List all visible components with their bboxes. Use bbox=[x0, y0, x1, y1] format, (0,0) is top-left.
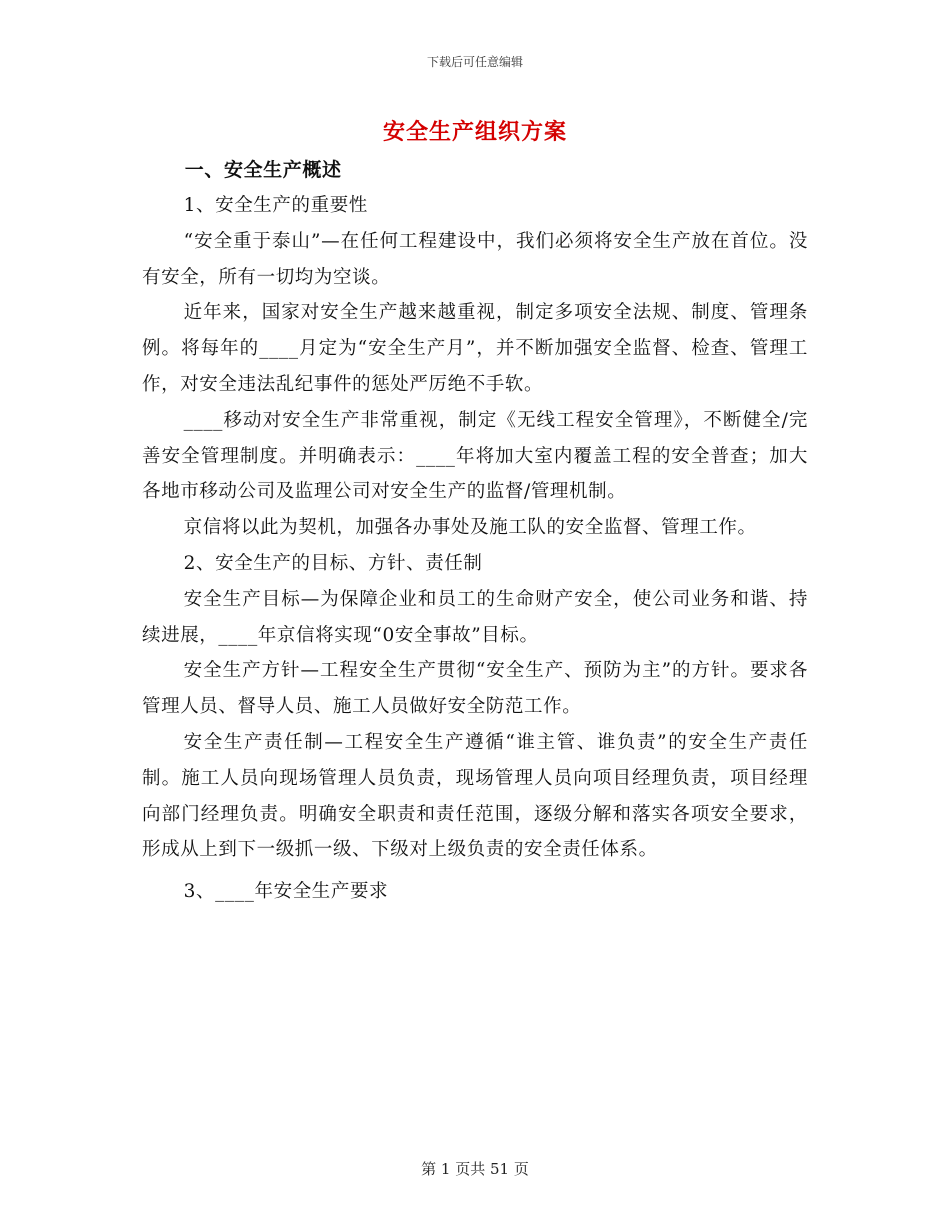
subsection-heading: 1、安全生产的重要性 bbox=[183, 195, 368, 216]
paragraph: 近年来，国家对安全生产越来越重视，制定多项安全法规、制度、管理条例。将每年的____月定为“安全生产月”，并不断加强安全监督、检查、管理工作，对安全违法乱纪事件的惩处严厉绝不手软。 bbox=[142, 302, 808, 395]
page-footer: 第 1 页共 51 页 bbox=[421, 1160, 529, 1178]
paragraph: 京信将以此为契机，加强各办事处及施工队的安全监督、管理工作。 bbox=[183, 517, 757, 539]
paragraph: ____移动对安全生产非常重视，制定《无线工程安全管理》，不断健全/完善安全管理制度。并明确表示：____年将加大室内覆盖工程的安全普查；加大各地市移动公司及监理公司对安全生产的监督/管理机制。 bbox=[142, 409, 808, 503]
paragraph: “安全重于泰山”—在任何工程建设中，我们必须将安全生产放在首位。没有安全，所有一切均为空谈。 bbox=[142, 230, 808, 288]
section-heading: 一、安全生产概述 bbox=[184, 159, 342, 181]
page-header: 下载后可任意编辑 bbox=[426, 55, 523, 69]
subsection-heading: 3、____年安全生产要求 bbox=[183, 881, 389, 903]
document-title: 安全生产组织方案 bbox=[382, 120, 567, 145]
paragraph: 安全生产目标—为保障企业和员工的生命财产安全，使公司业务和谐、持续进展，____年京信将实现“0安全事故”目标。 bbox=[142, 588, 808, 646]
document-body bbox=[142, 152, 808, 910]
paragraph: 安全生产方针—工程安全生产贯彻“安全生产、预防为主”的方针。要求各管理人员、督导人员、施工人员做好安全防范工作。 bbox=[142, 660, 808, 718]
paragraph: 安全生产责任制—工程安全生产遵循“谁主管、谁负责”的安全生产责任制。施工人员向现场管理人员负责，现场管理人员向项目经理负责，项目经理向部门经理负责。明确安全职责和责任范围，逐级分解和落实各项安全要求，形成从上到下一级抓一级、下级对上级负责的安全责任体系。 bbox=[142, 731, 808, 861]
subsection-heading: 2、安全生产的目标、方针、责任制 bbox=[183, 552, 483, 574]
